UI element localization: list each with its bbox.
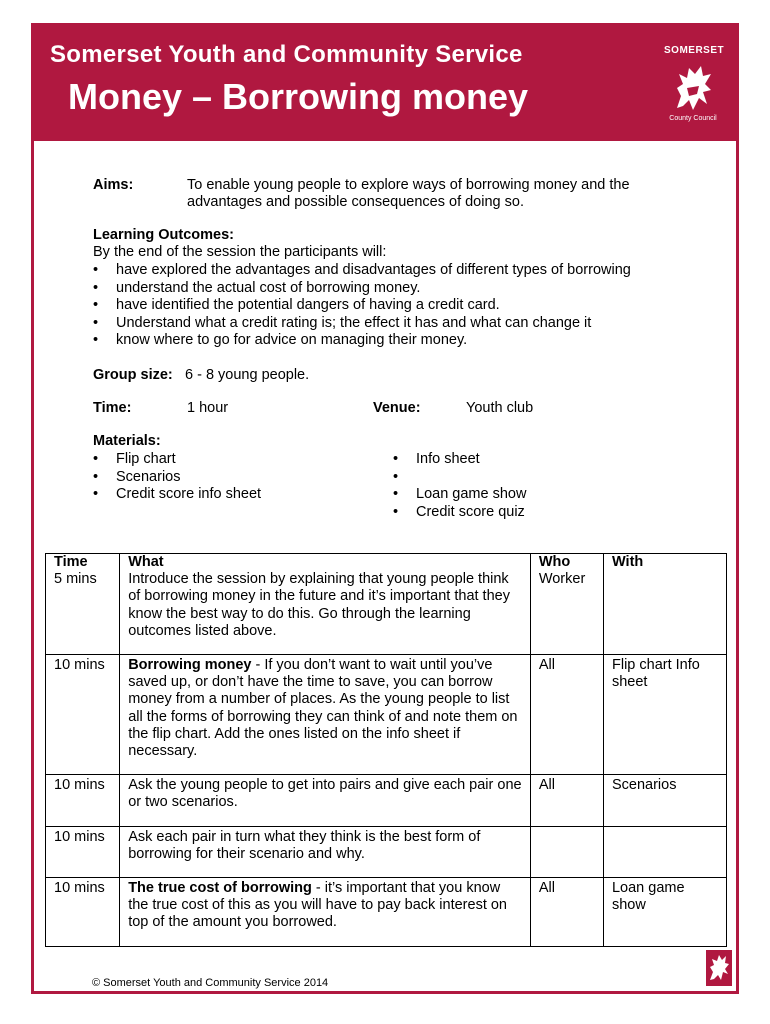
column-header-what: What [128, 554, 164, 570]
cell-with: Flip chart Info sheet [603, 655, 726, 775]
cell-what-bold: The true cost of borrowing [128, 880, 312, 897]
list-item: • understand the actual cost of borrowing money. [93, 280, 631, 298]
table-row [46, 655, 727, 775]
list-item: • Loan game show [393, 486, 526, 504]
table-cell [530, 554, 603, 655]
time-value: 1 hour [187, 400, 229, 416]
list-item: • have explored the advantages and disadvantages of different types of borrowing [93, 262, 631, 280]
cell-time: 10 mins [46, 655, 120, 775]
cell-what: Ask each pair in turn what they think is the best form of borrowing for their scenario and why. [120, 826, 531, 877]
cell-time: 10 mins [46, 826, 120, 877]
materials-list-left [93, 451, 261, 504]
column-header-who: Who [538, 554, 571, 570]
cell-what: Introduce the session by explaining that young people think of borrowing money in the future and it’s important that they know the best way to do this. Go through the learning outcomes listed above. [128, 571, 510, 639]
aims-line-1: To enable young people to explore ways of borrowing money and the [187, 177, 630, 193]
group-size-label: Group size: [93, 367, 173, 383]
list-item: • Understand what a credit rating is; the effect it has and what can change it [93, 315, 631, 333]
list-item: • Credit score quiz [393, 504, 526, 522]
list-item: • have identified the potential dangers of having a credit card. [93, 297, 631, 315]
aims-label: Aims: [93, 177, 134, 193]
venue-value: Youth club [466, 400, 534, 416]
table-cell [120, 554, 531, 655]
page-title: Money – Borrowing money [68, 76, 529, 117]
list-item: • Scenarios [93, 469, 261, 487]
outcomes-intro: By the end of the session the participants will: [93, 244, 387, 260]
cell-who: All [530, 775, 603, 826]
cell-time: 10 mins [46, 775, 120, 826]
cell-who: All [530, 655, 603, 775]
materials-heading: Materials: [93, 433, 161, 449]
cell-with: Scenarios [603, 775, 726, 826]
list-item: • Info sheet [393, 451, 526, 469]
venue-label: Venue: [373, 400, 421, 416]
dragon-icon [669, 58, 717, 114]
list-item: • know where to go for advice on managing their money. [93, 332, 631, 350]
materials-list-right [393, 451, 526, 521]
table-cell [603, 554, 726, 655]
cell-what-text: - If you don’t want to wait until you’ve saved up, or don’t have the time to save, you can borrow money from a number of places. As the young people to list all the forms of borrowing they can think of and note them on the flip chart. Add the ones listed on the info sheet if necessary. [128, 657, 518, 760]
cell-what [120, 878, 531, 947]
list-item: • Flip chart [93, 451, 261, 469]
organisation-name: Somerset Youth and Community Service [50, 41, 523, 68]
cell-what-bold: Borrowing money [128, 657, 252, 674]
cell-with: Loan game show [603, 878, 726, 947]
list-item [393, 469, 526, 487]
table-row [46, 826, 727, 877]
table-cell [46, 554, 120, 655]
cell-what [120, 655, 531, 775]
cell-who [530, 826, 603, 877]
column-header-time: Time [54, 554, 88, 570]
table-row [46, 775, 727, 826]
table-header-row [46, 554, 727, 655]
group-size-value: 6 - 8 young people. [185, 367, 310, 383]
footer-logo-icon [706, 950, 732, 986]
cell-with [603, 826, 726, 877]
session-plan-table [45, 553, 727, 947]
council-logo [664, 45, 725, 131]
cell-time: 5 mins [54, 571, 97, 588]
list-item: • Credit score info sheet [93, 486, 261, 504]
copyright-footer: © Somerset Youth and Community Service 2014 [92, 977, 329, 989]
aims-line-2: advantages and possible consequences of doing so. [187, 194, 524, 210]
cell-what: Ask the young people to get into pairs and give each pair one or two scenarios. [120, 775, 531, 826]
logo-top-text: SOMERSET [664, 45, 725, 56]
column-header-with: With [611, 554, 644, 570]
logo-bottom-text: County Council [669, 115, 717, 122]
time-label: Time: [93, 400, 132, 416]
cell-time: 10 mins [46, 878, 120, 947]
cell-who: All [530, 878, 603, 947]
table-row [46, 878, 727, 947]
cell-what-text: - it’s important that you know the true cost of this as you will have to pay back interest on top of the amount you borrowed. [128, 880, 507, 931]
outcomes-list [93, 262, 631, 350]
outcomes-heading: Learning Outcomes: [93, 227, 234, 243]
cell-who: Worker [538, 571, 586, 588]
